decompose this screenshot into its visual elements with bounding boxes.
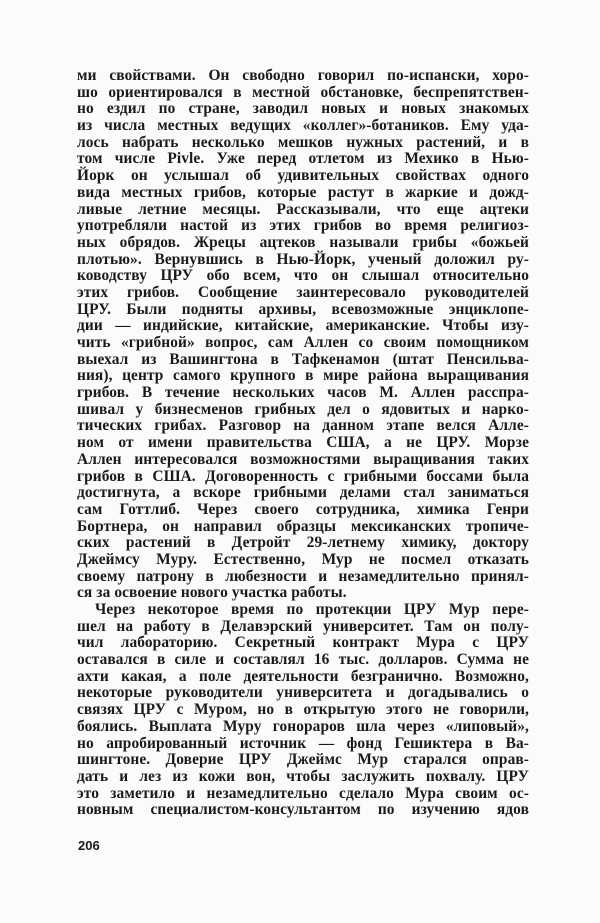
- text-line: шо ориентировался в местной обстановке, беспрепятствен-: [77, 83, 529, 101]
- text-line: шивал у бизнесменов грибных дел о ядовитых и нарко-: [77, 400, 529, 418]
- text-line: своему патрону в любезности и незамедлительно принял-: [77, 567, 529, 585]
- text-line: Джеймсу Муру. Естественно, Мур не посмел отказать: [77, 550, 529, 568]
- text-line: ахти какая, а поле деятельности безгранично. Возможно,: [77, 667, 529, 685]
- text-line: некоторые руководители университета и догадывались о: [77, 684, 529, 702]
- text-line: ЦРУ. Были подняты архивы, всевозможные энциклопе-: [77, 300, 529, 318]
- text-line: чить «грибной» вопрос, сам Аллен со своим помощником: [77, 334, 529, 351]
- text-line: чил лабораторию. Секретный контракт Мура с ЦРУ: [77, 634, 529, 652]
- text-line: достигнута, а вскоре грибными делами стал заниматься: [77, 484, 529, 502]
- text-line: грибов в США. Договоренность с грибными боссами была: [77, 467, 529, 485]
- text-line: но апробированный источник — фонд Гешиктера в Ва-: [77, 734, 529, 752]
- text-line: но ездил по стране, заводил новых и новых знакомых: [77, 100, 529, 118]
- text-line: ния), центр самого крупного в мире района выращивания: [77, 367, 529, 385]
- text-line: связях ЦРУ с Муром, но в открытую этого не говорили,: [77, 701, 529, 719]
- text-line: лось набрать несколько мешков нужных растений, и в: [77, 133, 529, 151]
- text-line: ских растений в Детройт 29-летнему химику, доктору: [77, 534, 529, 552]
- page-body-text: [77, 68, 529, 819]
- text-line: из числа местных ведущих «коллег»-ботаников. Ему уда-: [77, 117, 529, 135]
- text-line: том числе Pivle. Уже перед отлетом из Мехико в Нью-: [77, 150, 529, 168]
- text-line: вида местных грибов, которые растут в жаркие и дожд-: [77, 183, 529, 201]
- text-line: Бортнера, он направил образцы мексиканских тропиче-: [77, 517, 529, 535]
- text-line: шел на работу в Делавэрский университет. Там он полу-: [77, 617, 529, 635]
- text-line: выехал из Вашингтона в Тафкенамон (штат Пенсильва-: [77, 350, 529, 368]
- text-line: ливые летние месяцы. Рассказывали, что еще ацтеки: [77, 200, 529, 218]
- text-line: ном от имени правительства США, а не ЦРУ. Морзе: [77, 434, 529, 452]
- text-line: Йорк он услышал об удивительных свойствах одного: [77, 167, 529, 185]
- page-number: 206: [78, 838, 100, 853]
- text-line: употребляли настой из этих грибов во время религиоз-: [77, 217, 529, 235]
- text-line: плотью». Вернувшись в Нью-Йорк, ученый доложил ру-: [77, 250, 529, 268]
- text-line: дии — индийские, китайские, американские. Чтобы изу-: [77, 317, 529, 335]
- text-line: грибов. В течение нескольких часов М. Аллен расспра-: [77, 384, 529, 402]
- text-line: ных обрядов. Жрецы ацтеков называли грибы «божьей: [77, 233, 529, 251]
- text-line: Аллен интересовался возможностями выращивания таких: [77, 450, 529, 468]
- text-line: дать и лез из кожи вон, чтобы заслужить похвалу. ЦРУ: [77, 767, 529, 785]
- text-line: этих грибов. Сообщение заинтересовало руководителей: [77, 283, 529, 301]
- text-line: тических грибах. Разговор на данном этапе велся Алле-: [77, 417, 529, 435]
- text-line: ми свойствами. Он свободно говорил по-испански, хоро-: [77, 67, 529, 84]
- text-line: ся за освоение нового участка работы.: [77, 584, 347, 602]
- text-line: сам Готтлиб. Через своего сотрудника, химика Генри: [77, 500, 529, 518]
- text-line: оставался в силе и составлял 16 тыс. долларов. Сумма не: [77, 651, 529, 669]
- text-line: новным специалистом-консультантом по изучению ядов: [77, 801, 529, 819]
- text-line: это заметило и незамедлительно сделало Мура своим ос-: [77, 784, 529, 802]
- text-line: боялись. Выплата Муру гонораров шла через «липовый»,: [77, 717, 529, 735]
- text-line: шингтоне. Доверие ЦРУ Джеймс Мур старался оправ-: [77, 751, 529, 769]
- text-line: Через некоторое время по протекции ЦРУ Мур пере-: [95, 601, 529, 618]
- text-line: ководству ЦРУ обо всем, что он слышал относительно: [77, 267, 529, 285]
